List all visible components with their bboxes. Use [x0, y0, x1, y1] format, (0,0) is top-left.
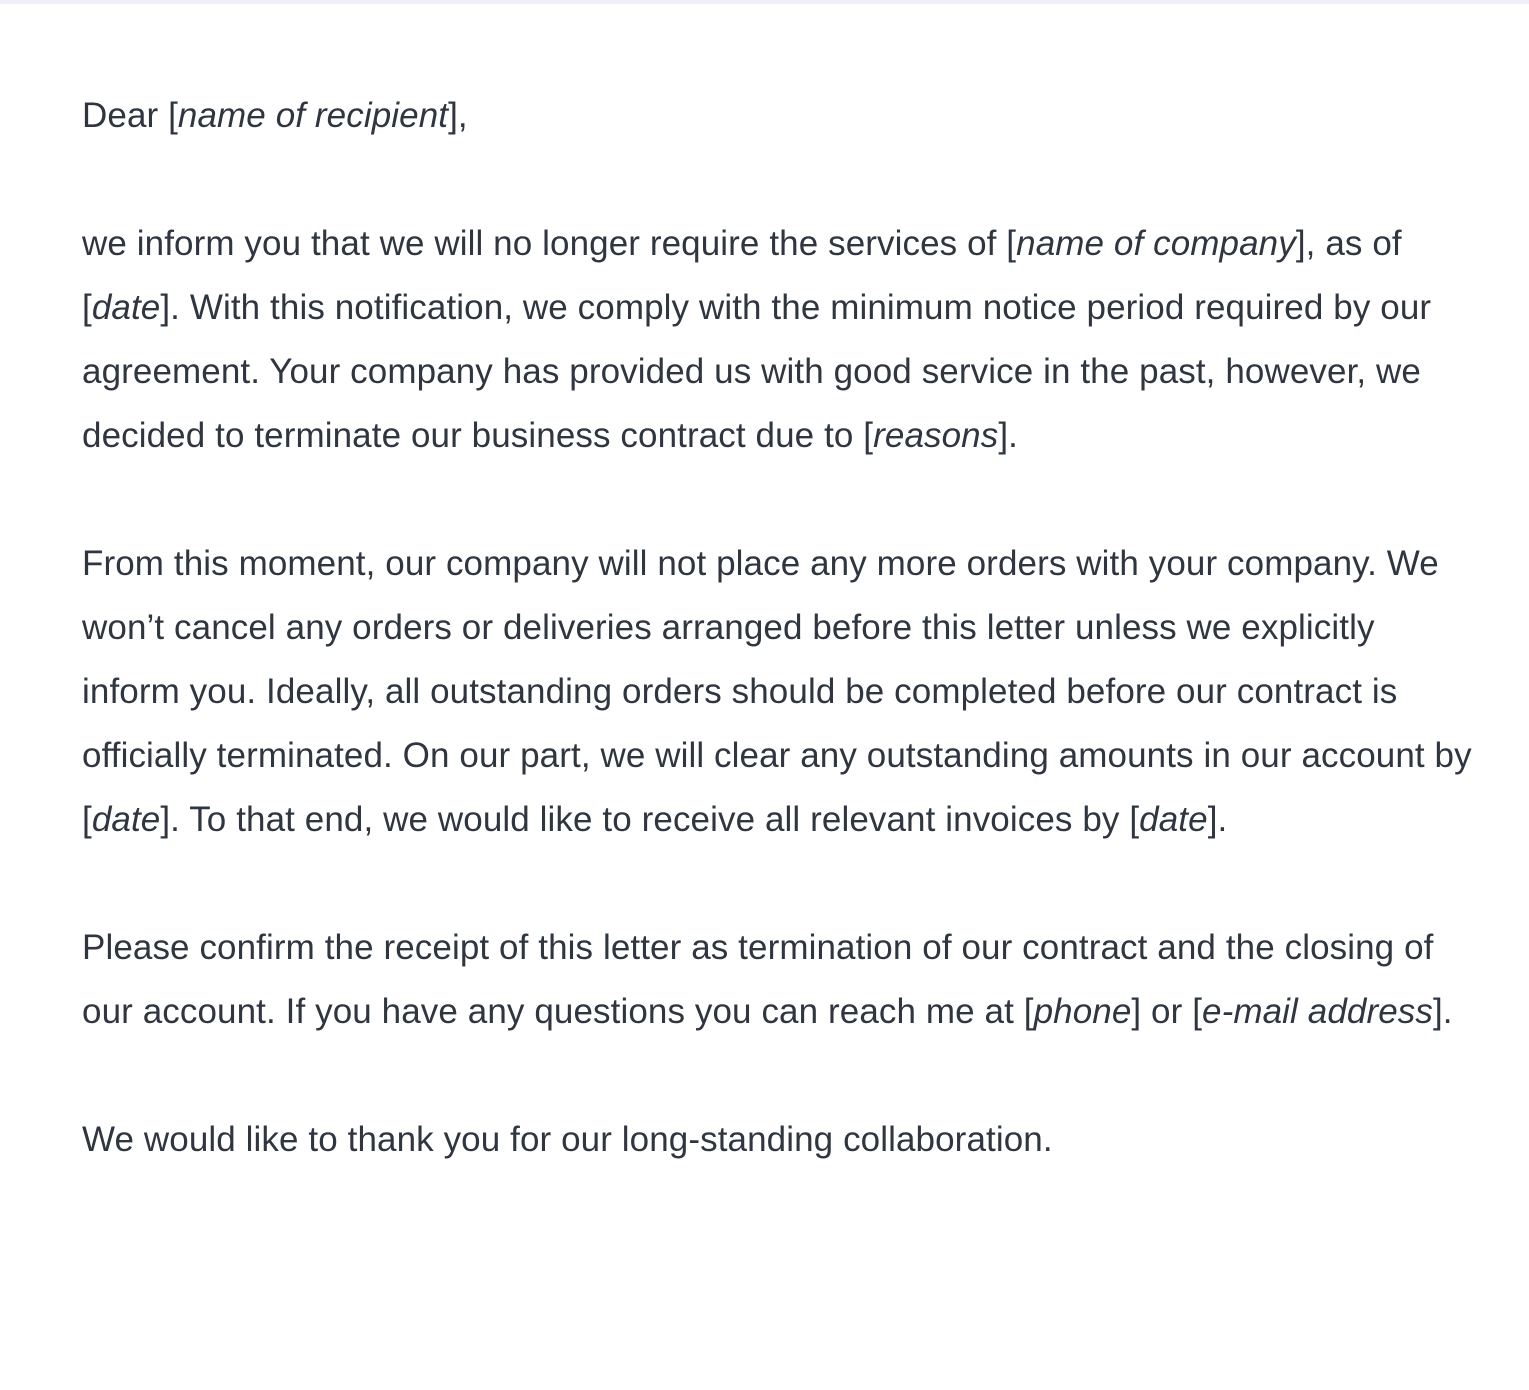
- paragraph-text: ].: [1207, 800, 1228, 839]
- paragraph-text: From this moment, our company will not place any more orders with your company. We won’t cancel any orders or deliveries arranged before this letter unless we explicitly inform you. Ideally, all outstanding orders should be completed before our contract is officially terminated. On our part, we will clear any outstanding amounts in our account by [: [82, 544, 1472, 839]
- email-placeholder: e-mail address: [1202, 992, 1433, 1031]
- recipient-placeholder: name of recipient: [177, 96, 449, 135]
- paragraph-text: ], as of [: [82, 224, 1402, 327]
- paragraph-text: we inform you that we will no longer require the services of [: [82, 224, 1017, 263]
- letter-body: [82, 84, 1474, 1172]
- date-placeholder: date: [1139, 800, 1208, 839]
- greeting-text: Dear [: [82, 96, 178, 135]
- date-placeholder: date: [91, 288, 161, 327]
- paragraph-notice: [82, 212, 1474, 468]
- paragraph-text: ].: [998, 416, 1018, 455]
- date-placeholder: date: [91, 800, 161, 839]
- paragraph-text: ].: [1432, 992, 1453, 1031]
- paragraph-orders: [82, 532, 1474, 852]
- paragraph-text: ] or [: [1131, 992, 1203, 1031]
- paragraph-text: ]. To that end, we would like to receive all relevant invoices by [: [160, 800, 1140, 839]
- paragraph-text: ]. With this notification, we comply with the minimum notice period required by our agreement. Your company has provided us with good service in the past, however, we decided to terminate our business contract due to [: [82, 288, 1432, 455]
- paragraph-text: Please confirm the receipt of this letter as termination of our contract and the closing of our account. If you have any questions you can reach me at [: [82, 928, 1434, 1031]
- phone-placeholder: phone: [1033, 992, 1132, 1031]
- closing-line: We would like to thank you for our long-standing collaboration.: [82, 1120, 1053, 1159]
- company-placeholder: name of company: [1016, 224, 1296, 263]
- greeting-text-end: ],: [448, 96, 468, 135]
- paragraph-confirmation: [82, 916, 1474, 1044]
- greeting: [82, 84, 1474, 148]
- top-divider: [0, 0, 1529, 4]
- reasons-placeholder: reasons: [873, 416, 999, 455]
